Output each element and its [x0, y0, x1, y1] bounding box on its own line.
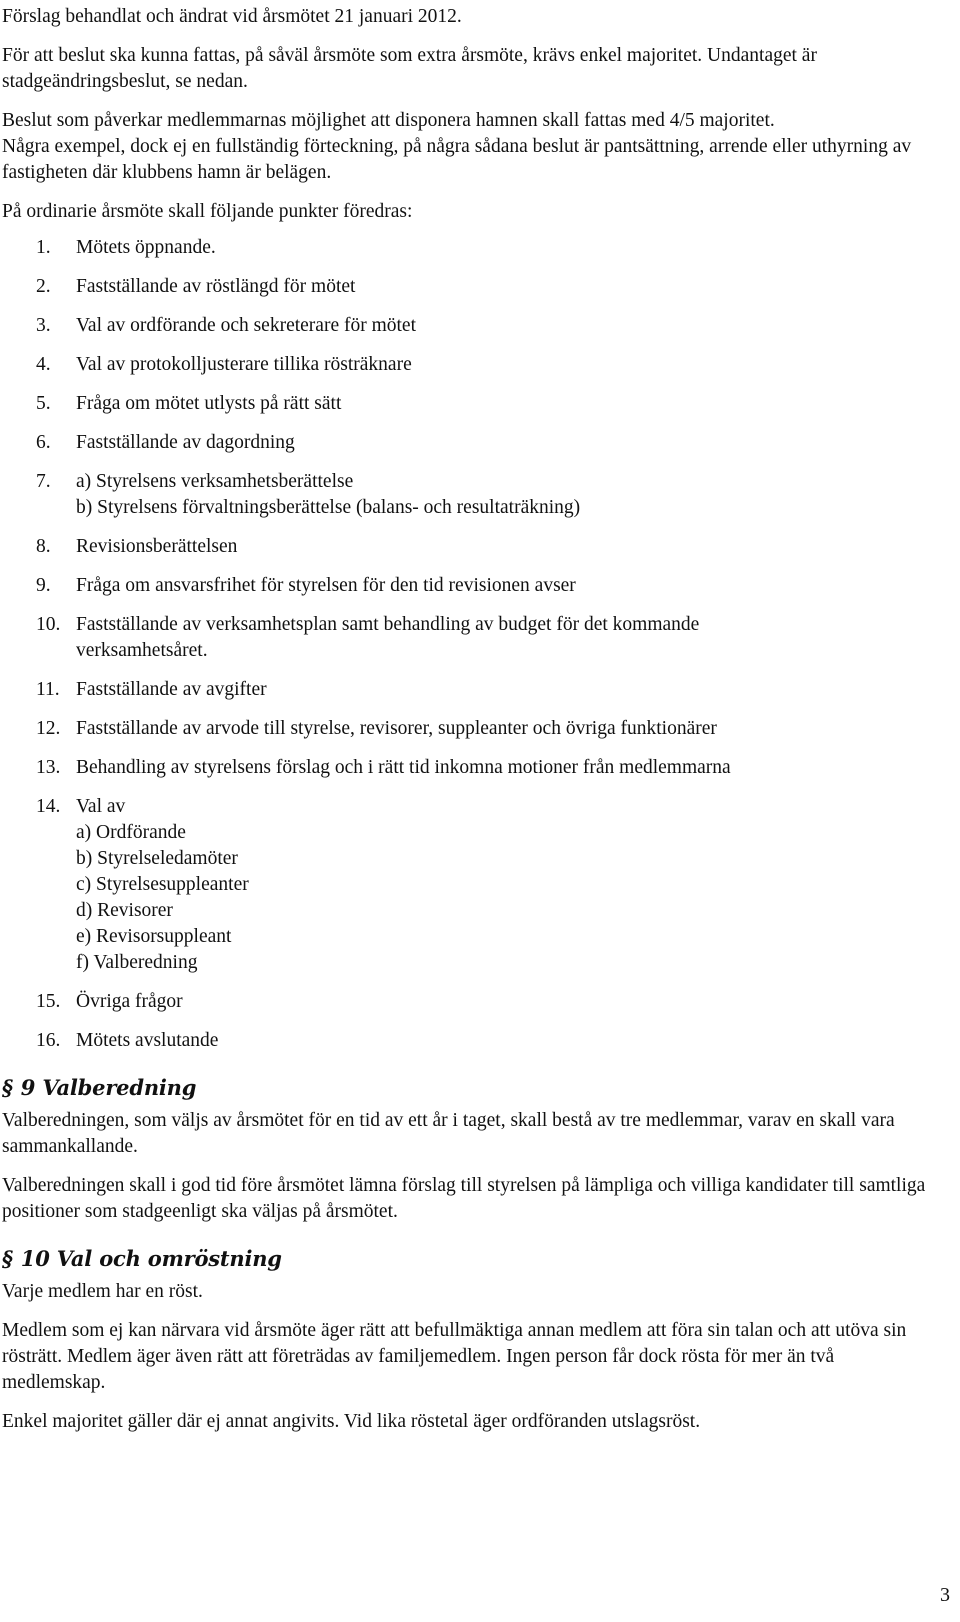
section-symbol: §	[2, 1246, 13, 1271]
section-heading	[2, 1074, 932, 1102]
intro-paragraph-3b: Några exempel, dock ej en fullständig förteckning, på några sådana beslut är pantsättning, arrende eller uthyrning av fastigheten där klubbens hamn är belägen.	[2, 136, 912, 183]
agenda-item-text: Fastställande av dagordning	[76, 432, 295, 453]
agenda-item-number: 11.	[36, 679, 60, 700]
agenda-intro: På ordinarie årsmöte skall följande punkter föredras:	[2, 201, 413, 222]
section-paragraph: Varje medlem har en röst.	[2, 1281, 203, 1302]
agenda-item-number: 15.	[36, 991, 61, 1012]
agenda-subitem: e) Revisorsuppleant	[76, 926, 232, 947]
agenda-item-number: 5.	[36, 393, 51, 414]
section-title: 10 Val och omröstning	[20, 1246, 282, 1271]
agenda-item-text: Mötets öppnande.	[76, 237, 216, 258]
agenda-item-number: 8.	[36, 536, 51, 557]
intro-paragraph-1: Förslag behandlat och ändrat vid årsmötet 21 januari 2012.	[2, 6, 462, 27]
agenda-subitem: b) Styrelseledamöter	[76, 848, 238, 869]
section-paragraph: Valberedningen, som väljs av årsmötet för en tid av ett år i taget, skall bestå av tre medlemmar, varav en skall vara sammankallande.	[2, 1110, 895, 1157]
agenda-item	[2, 469, 932, 521]
agenda-item-number: 3.	[36, 315, 51, 336]
agenda-item-text: Fastställande av röstlängd för mötet	[76, 276, 356, 297]
agenda-item-text: Fastställande av verksamhetsplan samt behandling av budget för det kommande	[76, 614, 700, 635]
agenda-item	[2, 391, 932, 417]
agenda-item-text: Fråga om ansvarsfrihet för styrelsen för den tid revisionen avser	[76, 575, 576, 596]
agenda-item-number: 16.	[36, 1030, 61, 1051]
page-number: 3	[940, 1584, 950, 1606]
agenda-subitem: c) Styrelsesuppleanter	[76, 874, 249, 895]
intro-paragraph-2: För att beslut ska kunna fattas, på såväl årsmöte som extra årsmöte, krävs enkel majoritet. Undantaget är stadgeändringsbeslut, se nedan.	[2, 45, 817, 92]
agenda-item-number: 7.	[36, 471, 51, 492]
section-paragraph: Valberedningen skall i god tid före årsmötet lämna förslag till styrelsen på lämpliga och villiga kandidater till samtliga positioner som stadgeenligt ska väljas på årsmötet.	[2, 1175, 926, 1222]
agenda-list	[2, 235, 932, 1054]
agenda-item-text: Val av	[76, 796, 126, 817]
section-paragraph: Enkel majoritet gäller där ej annat angivits. Vid lika röstetal äger ordföranden utslagsröst.	[2, 1411, 701, 1432]
section-symbol: §	[2, 1075, 13, 1100]
agenda-item-number: 4.	[36, 354, 51, 375]
agenda-item-number: 2.	[36, 276, 51, 297]
agenda-item	[2, 794, 932, 976]
agenda-item-number: 12.	[36, 718, 61, 739]
agenda-item	[2, 677, 932, 703]
agenda-item	[2, 430, 932, 456]
agenda-item-number: 6.	[36, 432, 51, 453]
agenda-item	[2, 313, 932, 339]
document-page	[2, 0, 932, 1435]
agenda-subitem: f) Valberedning	[76, 952, 198, 973]
agenda-item	[2, 1028, 932, 1054]
agenda-subitem: a) Ordförande	[76, 822, 186, 843]
agenda-item-number: 13.	[36, 757, 61, 778]
agenda-subitem: d) Revisorer	[76, 900, 173, 921]
agenda-item-text: Val av protokolljusterare tillika rösträknare	[76, 354, 412, 375]
agenda-item-text: a) Styrelsens verksamhetsberättelse	[76, 471, 354, 492]
agenda-item-number: 14.	[36, 796, 61, 817]
agenda-subitem: b) Styrelsens förvaltningsberättelse (balans- och resultaträkning)	[76, 497, 581, 518]
agenda-item	[2, 716, 932, 742]
sections	[2, 1074, 932, 1435]
agenda-item	[2, 989, 932, 1015]
agenda-item-text: Val av ordförande och sekreterare för mötet	[76, 315, 417, 336]
agenda-item-text: Fastställande av arvode till styrelse, revisorer, suppleanter och övriga funktionärer	[76, 718, 717, 739]
section-paragraph: Medlem som ej kan närvara vid årsmöte äger rätt att befullmäktiga annan medlem att föra sin talan och att utöva sin rösträtt. Medlem äger även rätt att företrädas av familjemedlem. Ingen person får dock rösta för mer än två medlemskap.	[2, 1320, 907, 1393]
agenda-item-text: Revisionsberättelsen	[76, 536, 238, 557]
agenda-item	[2, 352, 932, 378]
agenda-item-number: 1.	[36, 237, 51, 258]
agenda-subitem: verksamhetsåret.	[76, 640, 208, 661]
agenda-item-text: Behandling av styrelsens förslag och i rätt tid inkomna motioner från medlemmarna	[76, 757, 731, 778]
agenda-item	[2, 534, 932, 560]
agenda-item-text: Övriga frågor	[76, 991, 183, 1012]
agenda-item-text: Fastställande av avgifter	[76, 679, 267, 700]
section-heading	[2, 1245, 932, 1273]
agenda-item-number: 9.	[36, 575, 51, 596]
agenda-item-text: Mötets avslutande	[76, 1030, 219, 1051]
agenda-item-number: 10.	[36, 614, 61, 635]
agenda-item	[2, 235, 932, 261]
agenda-item	[2, 755, 932, 781]
section-title: 9 Valberedning	[20, 1075, 197, 1100]
agenda-item	[2, 612, 932, 664]
agenda-item	[2, 274, 932, 300]
agenda-item	[2, 573, 932, 599]
agenda-item-text: Fråga om mötet utlysts på rätt sätt	[76, 393, 342, 414]
intro-paragraph-3a: Beslut som påverkar medlemmarnas möjlighet att disponera hamnen skall fattas med 4/5 majoritet.	[2, 110, 775, 131]
